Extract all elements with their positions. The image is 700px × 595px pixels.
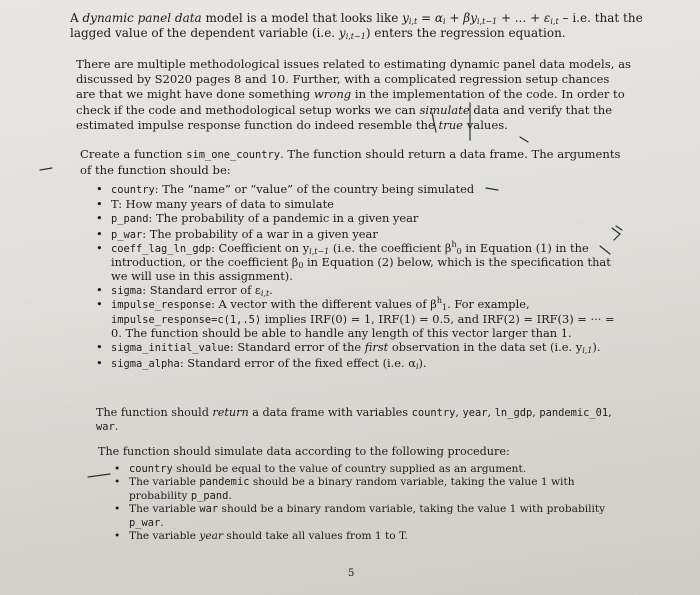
list-item: • country: The “name” or “value” of the country being simulated (96, 182, 624, 197)
function-intro-paragraph: Create a function sim_one_country. The function should return a data frame. The arguments of the function should be: (80, 147, 621, 177)
pen-arrow-mark (612, 226, 622, 240)
pen-arrow-mark (88, 474, 110, 477)
pen-tick-mark (600, 246, 610, 254)
return-paragraph: The function should return a data frame with variables country, year, ln_gdp, pandemic_01, war. (96, 406, 612, 434)
motivation-paragraph: There are multiple methodological issues related to estimating dynamic panel data models, as discussed by S2020 pages 8 and 10. Further, with a complicated regression setup chances are that we might have done something wrong in the implementation of the code. In order to check if the code and methodological setup works we can simulate data and verify that the estimated impulse response function do indeed resemble the true values. (76, 57, 631, 132)
pen-tick-mark (520, 137, 528, 142)
list-item: • sigma_alpha: Standard error of the fixed effect (i.e. $\alpha_i$). (96, 356, 624, 371)
pen-tick-mark (486, 188, 498, 190)
list-item: • sigma: Standard error of $\varepsilon_{i,t}$. (96, 283, 624, 298)
list-item: • The variable year should take all values from 1 to T. (114, 530, 610, 543)
list-item: • p_pand: The probability of a pandemic in a given year (96, 211, 624, 226)
intro-paragraph: A dynamic panel data model is a model that looks like $y_{i,t} = \alpha_i + \beta y_{i,t-1}$ + ... + $\varepsilon_{i,t} - i.e$. that the lagged value of the dependent variable (i.e. $y_{i,t-1}$) enters the regression equation. (70, 11, 643, 42)
list-item: • The variable pandemic should be a binary random variable, taking the value 1 with probability p_pand. (114, 476, 610, 503)
list-item: • sigma_initial_value: Standard error of the first observation in the data set (i.e. $y_{i,1}$). (96, 340, 624, 355)
list-item: • The variable war should be a binary random variable, taking the value 1 with probability p_war. (114, 503, 610, 530)
pen-vertical-mark (432, 113, 436, 132)
model-equation: $y_{i,t} = \alpha_i + \beta y_{i,t-1}$ + ... + $\varepsilon_{i,t}$ (402, 11, 559, 26)
procedure-paragraph: The function should simulate data according to the following procedure: (98, 445, 510, 458)
list-item: • country should be equal to the value of country supplied as an argument. (114, 463, 610, 476)
list-item: • impulse_response: A vector with the different values of $\beta^h_1$. For example, impulse_response=c(1,.5) implies IRF(0) = 1, IRF(1) = 0.5, and IRF(2) = IRF(3) = ··· = 0. The function should be able to handle any length of this vector larger than 1. (96, 298, 624, 340)
list-item: • p_war: The probability of a war in a given year (96, 227, 624, 242)
list-item: • coeff_lag_ln_gdp: Coefficient on $y_{i,t-1}$ (i.e. the coefficient $\beta^h_0$ in Equation (1) in the introduction, or the coefficient $\beta_0$ in Equation (2) below, which is the specification that we will use in this assignment). (96, 242, 624, 283)
page-number: 5 (348, 568, 355, 579)
list-item: • T: How many years of data to simulate (96, 197, 624, 211)
function-name: sim_one_country (186, 149, 281, 161)
pen-tick-mark (40, 168, 52, 170)
